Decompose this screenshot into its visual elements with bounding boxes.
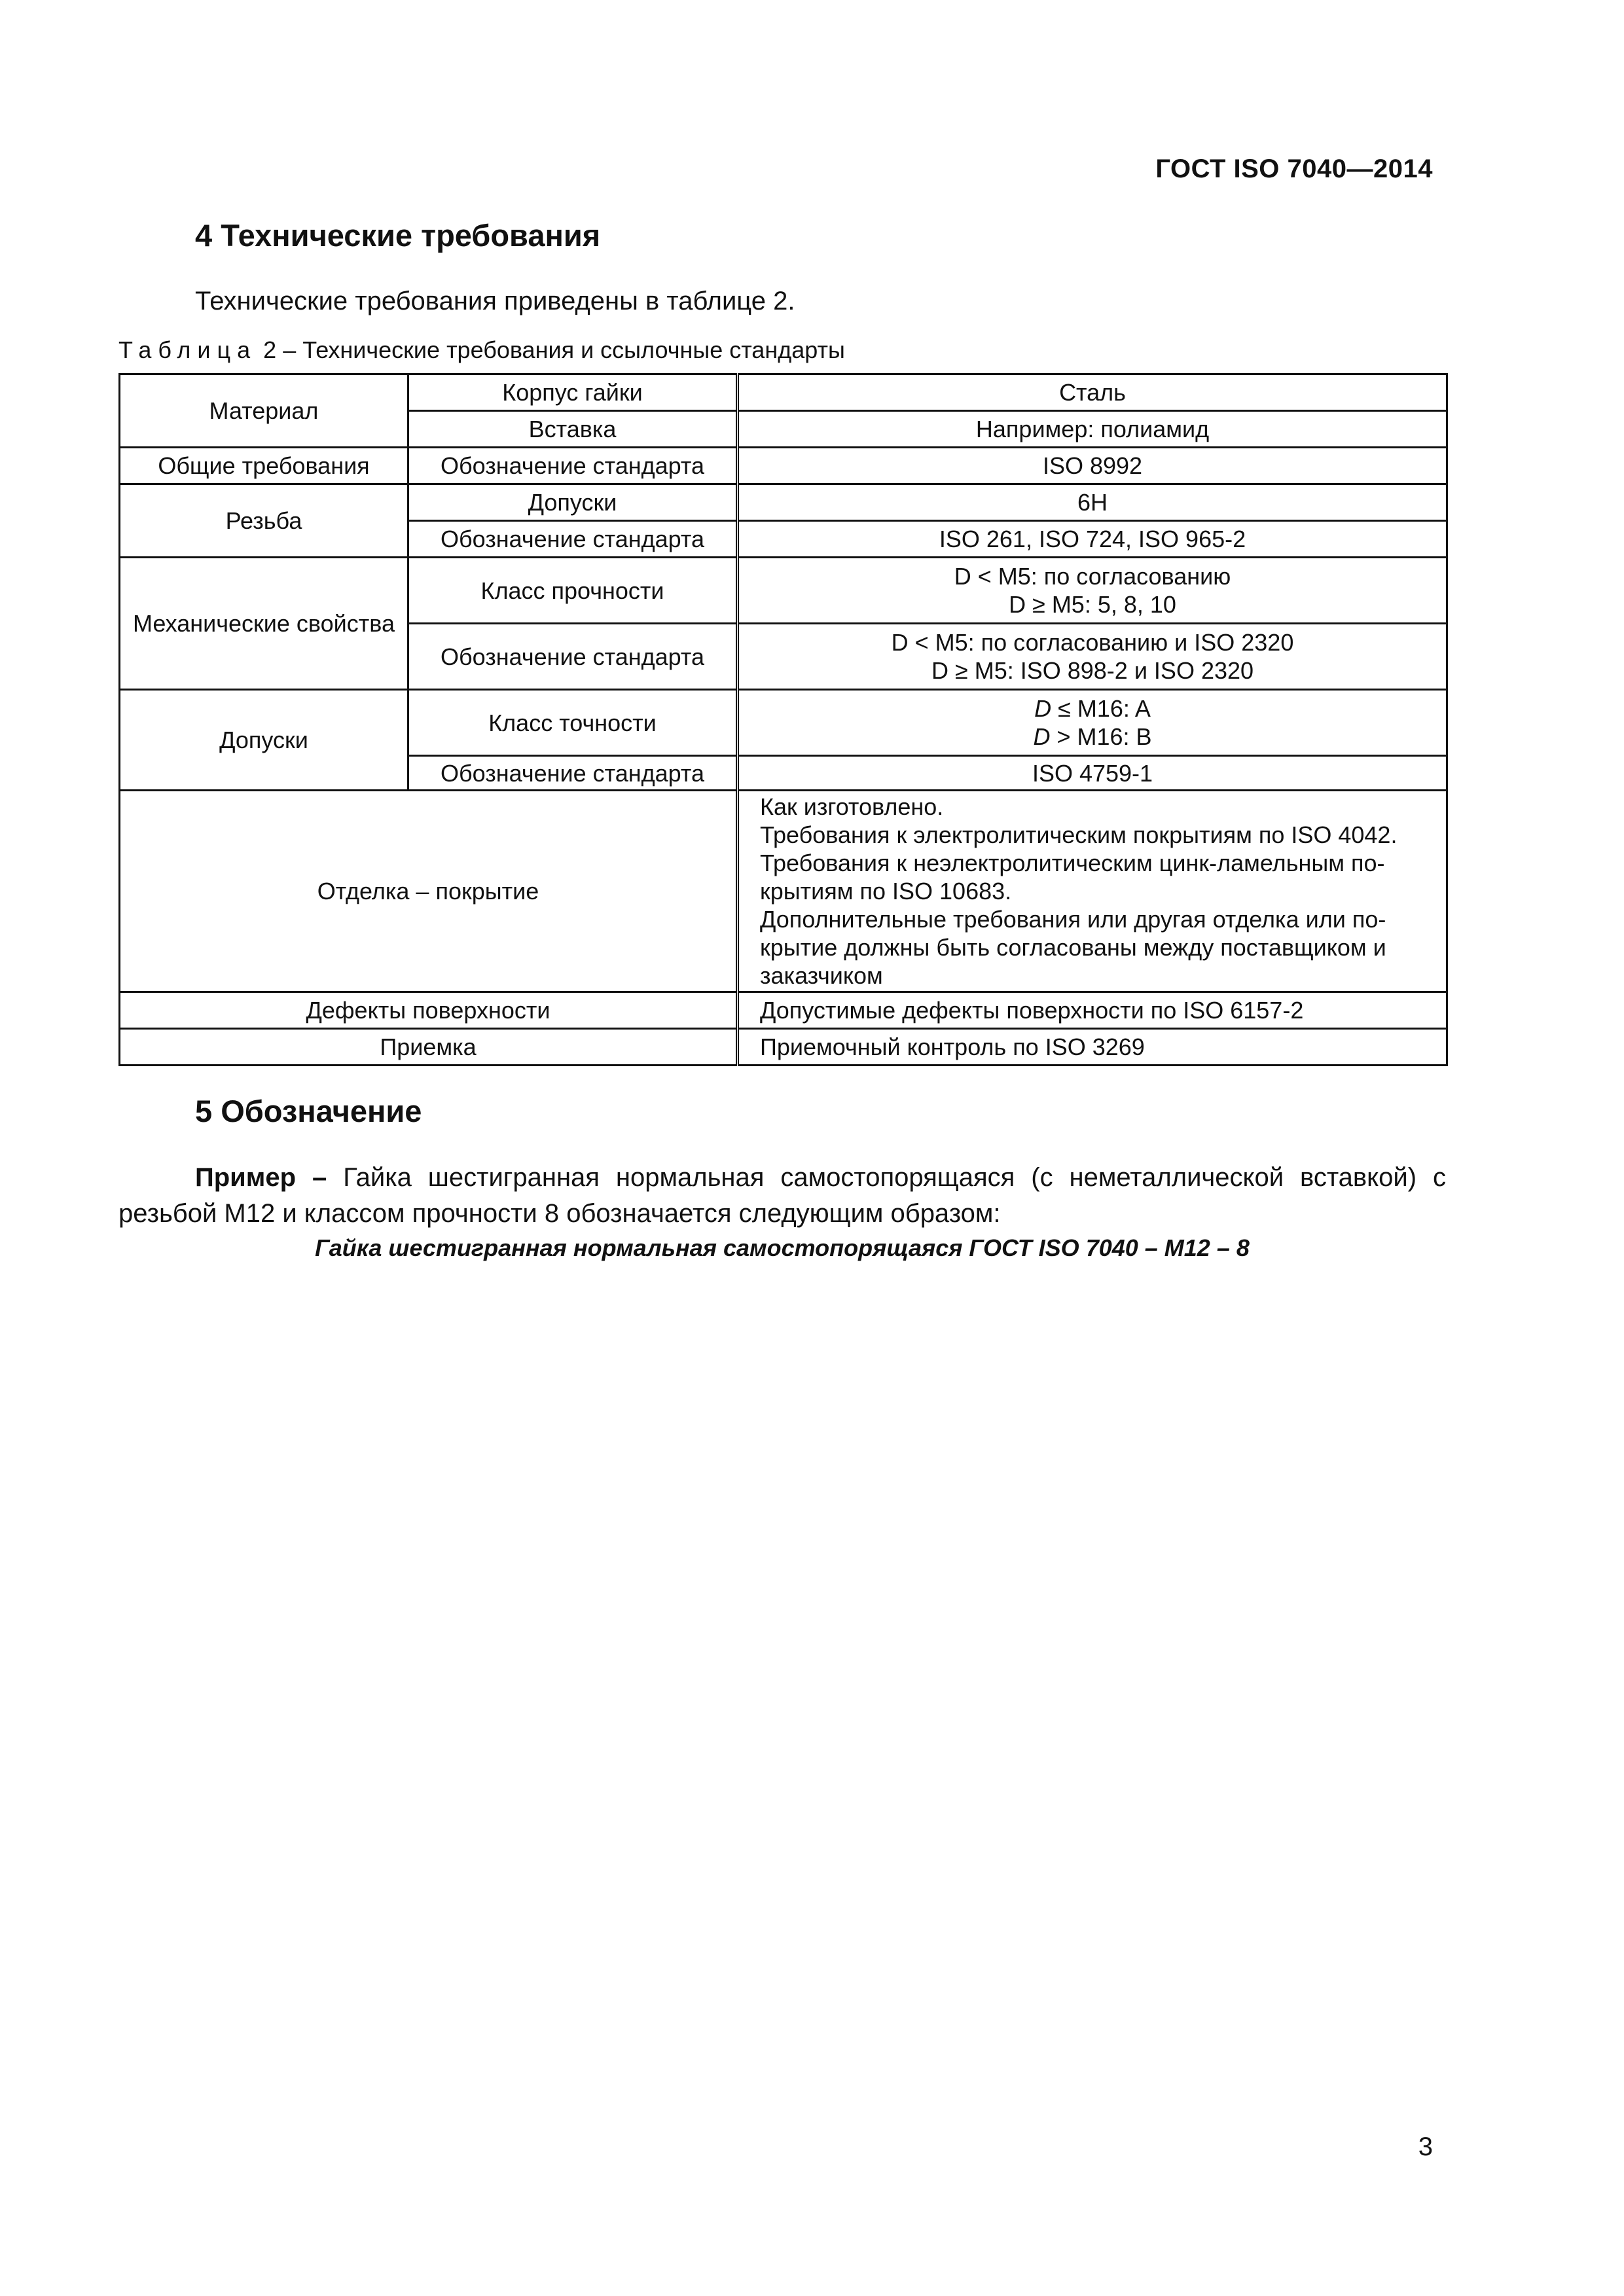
cell-thread-std-label: Обозначение стандарта xyxy=(408,521,738,558)
cell-acceptance-value: Приемочный контроль по ISO 3269 xyxy=(738,1029,1447,1066)
cell-general-value: ISO 8992 xyxy=(738,448,1447,484)
table-row xyxy=(120,992,1447,1029)
cell-tolerances-std-label: Обозначение стандарта xyxy=(408,756,738,791)
finish-line: крытие должны быть согласованы между поставщиком и xyxy=(760,934,1386,961)
page-number: 3 xyxy=(1418,2132,1433,2161)
section-4-intro: Технические требования приведены в таблице 2. xyxy=(195,287,795,315)
cell-thread-tol-value: 6H xyxy=(738,484,1447,521)
cell-material-body-value: Сталь xyxy=(738,374,1447,411)
section-5-title: 5 Обозначение xyxy=(195,1094,422,1128)
example-label: Пример – xyxy=(195,1163,327,1192)
cell-thread-label: Резьба xyxy=(120,484,408,558)
cell-material-body-label: Корпус гайки xyxy=(408,374,738,411)
mechanical-class-line-1: D < M5: по согласованию xyxy=(954,563,1231,590)
cell-tolerances-label: Допуски xyxy=(120,690,408,791)
cell-mechanical-std-value xyxy=(738,624,1447,690)
cell-general-label: Общие требования xyxy=(120,448,408,484)
variable-d: D xyxy=(1034,695,1052,722)
cell-finish-value xyxy=(738,791,1447,992)
table-row xyxy=(120,448,1447,484)
cell-surface-value: Допустимые дефекты поверхности по ISO 6157-2 xyxy=(738,992,1447,1029)
cell-tolerances-class-value xyxy=(738,690,1447,756)
cell-material-label: Материал xyxy=(120,374,408,448)
mechanical-std-line-2: D ≥ M5: ISO 898-2 и ISO 2320 xyxy=(931,657,1254,684)
cell-mechanical-std-label: Обозначение стандарта xyxy=(408,624,738,690)
cell-acceptance-label: Приемка xyxy=(120,1029,738,1066)
tolerances-line-1-text: ≤ M16: A xyxy=(1051,695,1151,722)
tolerances-class-line-2 xyxy=(746,723,1439,751)
cell-tolerances-std-value: ISO 4759-1 xyxy=(738,756,1447,791)
cell-finish-label: Отделка – покрытие xyxy=(120,791,738,992)
finish-line: Требования к электролитическим покрытиям по ISO 4042. xyxy=(760,821,1398,848)
example-paragraph xyxy=(118,1160,1446,1232)
finish-line: Как изготовлено. xyxy=(760,793,944,820)
table-row xyxy=(120,558,1447,624)
mechanical-class-line-2: D ≥ M5: 5, 8, 10 xyxy=(1009,591,1176,618)
cell-thread-std-value: ISO 261, ISO 724, ISO 965-2 xyxy=(738,521,1447,558)
cell-surface-label: Дефекты поверхности xyxy=(120,992,738,1029)
section-4-title: 4 Технические требования xyxy=(195,218,601,253)
designation-example: Гайка шестигранная нормальная самостопорящаяся ГОСТ ISO 7040 – M12 – 8 xyxy=(315,1234,1250,1261)
table-row xyxy=(120,791,1447,992)
document-code: ГОСТ ISO 7040—2014 xyxy=(1155,154,1433,183)
table-row xyxy=(120,1029,1447,1066)
tolerances-class-line-1 xyxy=(746,694,1439,723)
table-row xyxy=(120,484,1447,521)
cell-mechanical-label: Механические свойства xyxy=(120,558,408,690)
table-caption-text: 2 – Технические требования и ссылочные стандарты xyxy=(263,336,845,363)
cell-material-insert-value: Например: полиамид xyxy=(738,411,1447,448)
requirements-table xyxy=(118,373,1448,1066)
table-row xyxy=(120,690,1447,756)
table-row xyxy=(120,374,1447,411)
mechanical-std-line-1: D < M5: по согласованию и ISO 2320 xyxy=(891,629,1294,656)
cell-tolerances-class-label: Класс точности xyxy=(408,690,738,756)
finish-line: Дополнительные требования или другая отделка или по- xyxy=(760,906,1386,933)
table-caption xyxy=(118,336,845,364)
cell-thread-tol-label: Допуски xyxy=(408,484,738,521)
cell-general-sub: Обозначение стандарта xyxy=(408,448,738,484)
variable-d: D xyxy=(1033,723,1051,750)
finish-line: Требования к неэлектролитическим цинк-ламельным по- xyxy=(760,850,1385,876)
tolerances-line-2-text: > M16: B xyxy=(1050,723,1152,750)
cell-mechanical-class-label: Класс прочности xyxy=(408,558,738,624)
example-text: Гайка шестигранная нормальная самостопорящаяся (с неметаллической вставкой) с резьбой M12 и классом прочности 8 обозначается следующим образом: xyxy=(118,1163,1446,1228)
cell-material-insert-label: Вставка xyxy=(408,411,738,448)
finish-line: заказчиком xyxy=(760,962,883,989)
table-caption-label: Таблица xyxy=(118,336,257,363)
cell-mechanical-class-value xyxy=(738,558,1447,624)
finish-line: крытиям по ISO 10683. xyxy=(760,878,1012,905)
